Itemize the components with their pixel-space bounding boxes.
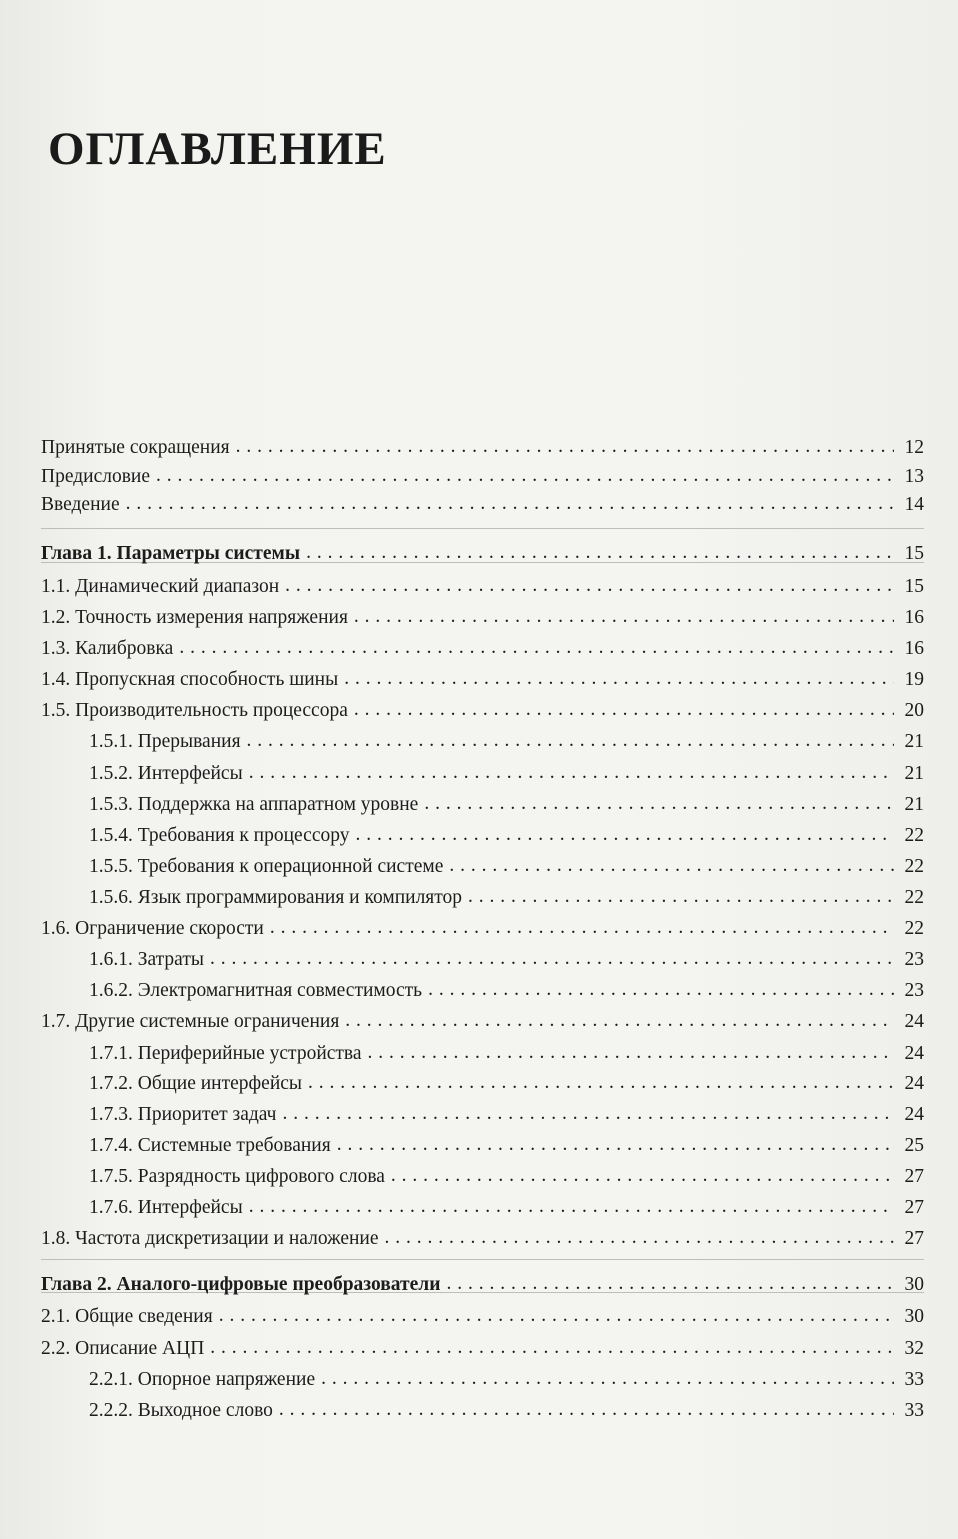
toc-page-number: 15 — [904, 576, 924, 597]
dot-leader — [344, 667, 894, 691]
toc-entry-label: 1.5.4. Требования к процессору — [89, 825, 350, 846]
toc-page-number: 23 — [904, 949, 924, 970]
toc-page-number: 22 — [904, 825, 924, 846]
dot-leader — [279, 1398, 894, 1422]
toc-entry — [41, 1010, 924, 1034]
toc-entry-label: 1.2. Точность измерения напряжения — [41, 607, 348, 628]
dot-leader — [368, 1041, 894, 1065]
toc-entry — [89, 730, 924, 754]
dot-leader — [308, 1071, 894, 1095]
toc-entry — [41, 606, 924, 630]
toc-entry — [89, 886, 924, 910]
toc-entry — [89, 855, 924, 879]
toc-page-number: 25 — [904, 1135, 924, 1156]
dot-leader — [428, 978, 894, 1002]
toc-entry-label: 1.7.1. Периферийные устройства — [89, 1043, 362, 1064]
dot-leader — [468, 885, 894, 909]
toc-page-number: 27 — [904, 1166, 924, 1187]
toc-entry-label: 1.7.4. Системные требования — [89, 1135, 331, 1156]
dot-leader — [126, 492, 894, 516]
dot-leader — [306, 541, 894, 565]
toc-page-number: 24 — [904, 1073, 924, 1094]
toc-entry — [41, 493, 924, 517]
toc-page-number: 19 — [904, 669, 924, 690]
toc-entry-label: 1.4. Пропускная способность шины — [41, 669, 339, 690]
toc-entry-label: 1.7.5. Разрядность цифрового слова — [89, 1166, 385, 1187]
dot-leader — [210, 947, 894, 971]
toc-page-number: 16 — [904, 638, 924, 659]
toc-entry-label: 1.5.6. Язык программирования и компилятор — [89, 887, 463, 908]
toc-entry-label: 1.5.2. Интерфейсы — [89, 763, 243, 784]
toc-page-number: 30 — [904, 1274, 924, 1295]
toc-page-number: 21 — [904, 731, 924, 752]
toc-chapter-entry — [41, 1273, 924, 1297]
toc-entry — [89, 824, 924, 848]
dot-leader — [247, 729, 894, 753]
toc-page-number: 24 — [904, 1011, 924, 1032]
toc-page-number: 15 — [904, 543, 924, 564]
toc-entry-label: 1.8. Частота дискретизации и наложение — [41, 1228, 379, 1249]
page-title: ОГЛАВЛЕНИЕ — [48, 123, 387, 175]
toc-entry — [41, 1305, 924, 1329]
toc-entry-label: 1.5. Производительность процессора — [41, 700, 348, 721]
toc-entry-label: 1.7.2. Общие интерфейсы — [89, 1073, 303, 1094]
toc-entry-label: 2.2. Описание АЦП — [41, 1338, 205, 1359]
toc-entry — [89, 1196, 924, 1220]
toc-entry — [89, 1103, 924, 1127]
toc-page-number: 32 — [904, 1338, 924, 1359]
dot-leader — [354, 605, 894, 629]
toc-entry — [41, 637, 924, 661]
toc-entry — [41, 1227, 924, 1251]
toc-page-number: 13 — [904, 466, 924, 487]
toc-entry-label: Введение — [41, 494, 120, 515]
toc-entry — [41, 699, 924, 723]
toc-entry-label: 1.5.5. Требования к операционной системе — [89, 856, 444, 877]
toc-entry — [89, 1134, 924, 1158]
toc-entry — [89, 948, 924, 972]
toc-entry-label: 1.1. Динамический диапазон — [41, 576, 280, 597]
toc-page-number: 16 — [904, 607, 924, 628]
dot-leader — [156, 464, 894, 488]
dot-leader — [219, 1304, 894, 1328]
toc-chapter-entry — [41, 542, 924, 566]
dot-leader — [337, 1133, 894, 1157]
toc-entry-label: 1.5.3. Поддержка на аппаратном уровне — [89, 794, 419, 815]
dot-leader — [385, 1226, 894, 1250]
toc-entry-label: Глава 2. Аналого-цифровые преобразователи — [41, 1274, 441, 1295]
dot-leader — [424, 792, 894, 816]
toc-entry — [41, 436, 924, 460]
toc-entry-label: Предисловие — [41, 466, 151, 487]
toc-entry — [41, 465, 924, 489]
toc-entry-label: 1.7.6. Интерфейсы — [89, 1197, 243, 1218]
toc-entry-label: 2.2.1. Опорное напряжение — [89, 1369, 316, 1390]
dot-leader — [210, 1336, 894, 1360]
dot-leader — [236, 435, 894, 459]
dot-leader — [449, 854, 894, 878]
toc-entry — [89, 1399, 924, 1423]
toc-entry — [41, 1337, 924, 1361]
toc-entry-label: 1.6.2. Электромагнитная совместимость — [89, 980, 423, 1001]
toc-page-number: 12 — [904, 437, 924, 458]
toc-entry — [89, 1165, 924, 1189]
toc-page-number: 24 — [904, 1104, 924, 1125]
toc-page-number: 22 — [904, 887, 924, 908]
toc-entry-label: Глава 1. Параметры системы — [41, 543, 301, 564]
dot-leader — [345, 1009, 894, 1033]
toc-entry-label: 1.6.1. Затраты — [89, 949, 204, 970]
toc-entry — [89, 1042, 924, 1066]
dot-leader — [321, 1367, 894, 1391]
toc-entry — [89, 762, 924, 786]
toc-entry — [89, 1368, 924, 1392]
toc-entry-label: 1.6. Ограничение скорости — [41, 918, 264, 939]
toc-entry — [41, 668, 924, 692]
toc-entry-label: 2.2.2. Выходное слово — [89, 1400, 273, 1421]
dot-leader — [354, 698, 894, 722]
toc-page-number: 21 — [904, 763, 924, 784]
toc-page-number: 33 — [904, 1369, 924, 1390]
toc-page-number: 30 — [904, 1306, 924, 1327]
toc-page-number: 24 — [904, 1043, 924, 1064]
toc-page-number: 27 — [904, 1228, 924, 1249]
dot-leader — [270, 916, 894, 940]
toc-page-number: 14 — [904, 494, 924, 515]
dot-leader — [355, 823, 894, 847]
toc-entry-label: 1.3. Калибровка — [41, 638, 174, 659]
toc-page-number: 23 — [904, 980, 924, 1001]
toc-entry — [89, 1072, 924, 1096]
toc-entry — [89, 979, 924, 1003]
dot-leader — [249, 1195, 894, 1219]
toc-page-number: 20 — [904, 700, 924, 721]
dot-leader — [391, 1164, 894, 1188]
dot-leader — [179, 636, 894, 660]
toc-entry — [89, 793, 924, 817]
toc-page-number: 33 — [904, 1400, 924, 1421]
toc-page-number: 27 — [904, 1197, 924, 1218]
dot-leader — [283, 1102, 895, 1126]
toc-entry — [41, 917, 924, 941]
toc-entry-label: 1.7.3. Приоритет задач — [89, 1104, 277, 1125]
toc-entry-label: 1.5.1. Прерывания — [89, 731, 241, 752]
toc-entry-label: 2.1. Общие сведения — [41, 1306, 213, 1327]
toc-entry-label: Принятые сокращения — [41, 437, 230, 458]
section-divider — [41, 1259, 924, 1260]
toc-page-number: 22 — [904, 918, 924, 939]
dot-leader — [285, 574, 894, 598]
toc-page-number: 21 — [904, 794, 924, 815]
toc-entry — [41, 575, 924, 599]
toc-page-number: 22 — [904, 856, 924, 877]
toc-entry-label: 1.7. Другие системные ограничения — [41, 1011, 340, 1032]
dot-leader — [446, 1272, 894, 1296]
dot-leader — [249, 761, 894, 785]
section-divider — [41, 528, 924, 529]
